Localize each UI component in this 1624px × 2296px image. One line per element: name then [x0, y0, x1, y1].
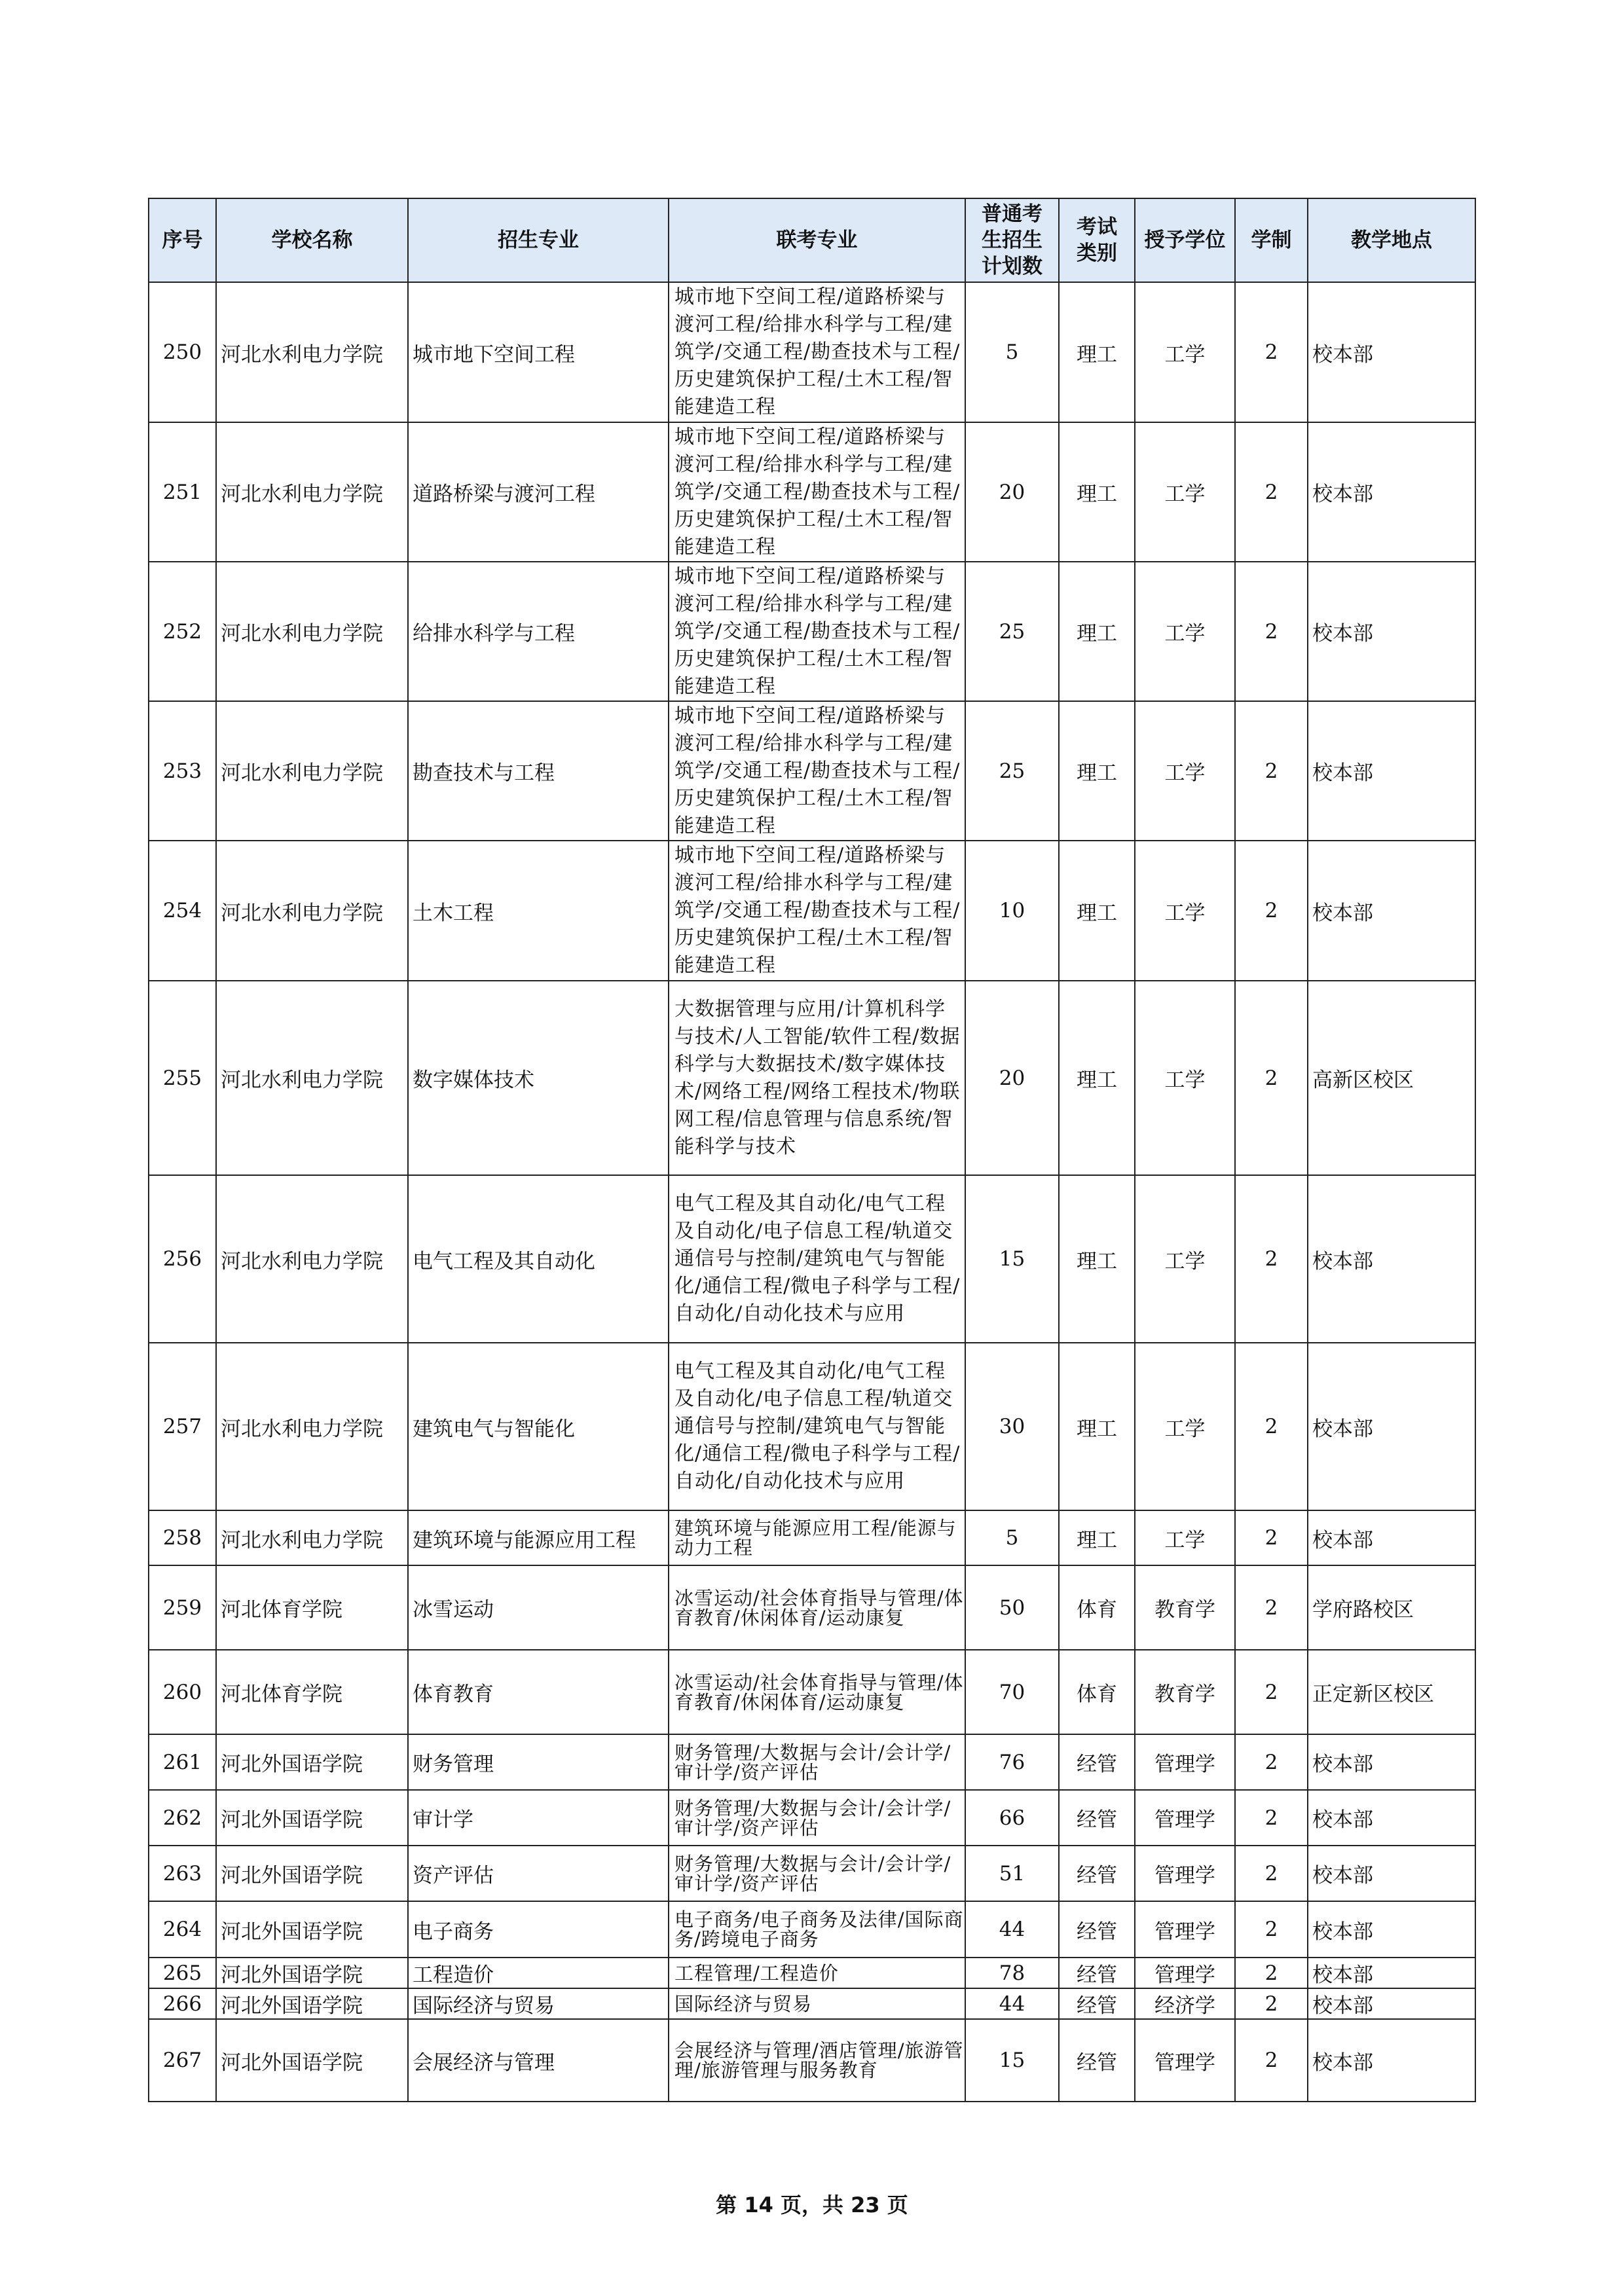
school-name-cell: 河北水利电力学院	[216, 422, 408, 562]
study-length-cell: 2	[1235, 1650, 1308, 1734]
major-name-cell: 给排水科学与工程	[408, 562, 669, 701]
exam-majors-cell: 会展经济与管理/酒店管理/旅游管理/旅游管理与服务教育	[669, 2019, 965, 2102]
header-row	[149, 198, 1475, 282]
row-number-cell: 256	[149, 1175, 216, 1343]
study-length-cell: 2	[1235, 1846, 1308, 1901]
header-plan-line3: 计划数	[982, 255, 1043, 278]
degree-cell: 管理学	[1135, 2019, 1235, 2102]
header-major: 招生专业	[408, 198, 669, 282]
header-place: 教学地点	[1308, 198, 1475, 282]
study-length-cell: 2	[1235, 282, 1308, 422]
exam-majors-cell: 冰雪运动/社会体育指导与管理/体育教育/休闲体育/运动康复	[669, 1565, 965, 1650]
school-name-cell: 河北水利电力学院	[216, 981, 408, 1175]
exam-category-cell: 理工	[1059, 422, 1135, 562]
exam-majors-cell: 城市地下空间工程/道路桥梁与渡河工程/给排水科学与工程/建筑学/交通工程/勘查技术与工程/历史建筑保护工程/土木工程/智能建造工程	[669, 701, 965, 841]
exam-category-cell: 理工	[1059, 701, 1135, 841]
row-number-cell: 250	[149, 282, 216, 422]
table-row	[149, 701, 1475, 841]
table-row	[149, 1510, 1475, 1565]
exam-majors-cell: 城市地下空间工程/道路桥梁与渡河工程/给排水科学与工程/建筑学/交通工程/勘查技术与工程/历史建筑保护工程/土木工程/智能建造工程	[669, 841, 965, 981]
study-length-cell: 2	[1235, 1958, 1308, 1988]
degree-cell: 管理学	[1135, 1734, 1235, 1790]
exam-majors-cell: 建筑环境与能源应用工程/能源与动力工程	[669, 1510, 965, 1565]
header-category-line2: 类别	[1077, 242, 1117, 265]
teaching-location-cell: 校本部	[1308, 1901, 1475, 1958]
header-length: 学制	[1235, 198, 1308, 282]
plan-count-cell: 25	[965, 701, 1059, 841]
degree-cell: 管理学	[1135, 1901, 1235, 1958]
plan-count-cell: 50	[965, 1565, 1059, 1650]
table-row	[149, 1958, 1475, 1988]
table-row	[149, 1988, 1475, 2019]
header-plan-line1: 普通考	[982, 202, 1043, 226]
exam-category-cell: 理工	[1059, 1343, 1135, 1510]
plan-count-cell: 44	[965, 1988, 1059, 2019]
exam-majors-cell: 电子商务/电子商务及法律/国际商务/跨境电子商务	[669, 1901, 965, 1958]
exam-majors-cell: 电气工程及其自动化/电气工程及自动化/电子信息工程/轨道交通信号与控制/建筑电气与智能化/通信工程/微电子科学与工程/自动化/自动化技术与应用	[669, 1175, 965, 1343]
teaching-location-cell: 校本部	[1308, 1846, 1475, 1901]
plan-count-cell: 5	[965, 1510, 1059, 1565]
degree-cell: 工学	[1135, 282, 1235, 422]
degree-cell: 工学	[1135, 1175, 1235, 1343]
major-name-cell: 建筑环境与能源应用工程	[408, 1510, 669, 1565]
table-row	[149, 841, 1475, 981]
table-row	[149, 1901, 1475, 1958]
row-number-cell: 265	[149, 1958, 216, 1988]
exam-category-cell: 理工	[1059, 1510, 1135, 1565]
school-name-cell: 河北外国语学院	[216, 1790, 408, 1846]
row-number-cell: 252	[149, 562, 216, 701]
exam-category-cell: 理工	[1059, 1175, 1135, 1343]
exam-category-cell: 经管	[1059, 1901, 1135, 1958]
table-row	[149, 422, 1475, 562]
exam-majors-cell: 工程管理/工程造价	[669, 1958, 965, 1988]
row-number-cell: 257	[149, 1343, 216, 1510]
table-row	[149, 981, 1475, 1175]
plan-count-cell: 78	[965, 1958, 1059, 1988]
row-number-cell: 258	[149, 1510, 216, 1565]
exam-category-cell: 经管	[1059, 1846, 1135, 1901]
row-number-cell: 251	[149, 422, 216, 562]
school-name-cell: 河北水利电力学院	[216, 1510, 408, 1565]
major-name-cell: 道路桥梁与渡河工程	[408, 422, 669, 562]
header-degree: 授予学位	[1135, 198, 1235, 282]
exam-majors-cell: 电气工程及其自动化/电气工程及自动化/电子信息工程/轨道交通信号与控制/建筑电气与智能化/通信工程/微电子科学与工程/自动化/自动化技术与应用	[669, 1343, 965, 1510]
study-length-cell: 2	[1235, 2019, 1308, 2102]
teaching-location-cell: 校本部	[1308, 562, 1475, 701]
major-name-cell: 工程造价	[408, 1958, 669, 1988]
school-name-cell: 河北水利电力学院	[216, 841, 408, 981]
degree-cell: 工学	[1135, 422, 1235, 562]
exam-majors-cell: 财务管理/大数据与会计/会计学/审计学/资产评估	[669, 1734, 965, 1790]
table-row	[149, 1175, 1475, 1343]
school-name-cell: 河北外国语学院	[216, 1734, 408, 1790]
row-number-cell: 260	[149, 1650, 216, 1734]
study-length-cell: 2	[1235, 1343, 1308, 1510]
teaching-location-cell: 高新区校区	[1308, 981, 1475, 1175]
exam-category-cell: 经管	[1059, 1988, 1135, 2019]
school-name-cell: 河北体育学院	[216, 1565, 408, 1650]
teaching-location-cell: 校本部	[1308, 701, 1475, 841]
study-length-cell: 2	[1235, 1175, 1308, 1343]
degree-cell: 管理学	[1135, 1958, 1235, 1988]
major-name-cell: 数字媒体技术	[408, 981, 669, 1175]
exam-majors-cell: 财务管理/大数据与会计/会计学/审计学/资产评估	[669, 1790, 965, 1846]
plan-count-cell: 5	[965, 282, 1059, 422]
school-name-cell: 河北水利电力学院	[216, 1175, 408, 1343]
teaching-location-cell: 校本部	[1308, 1734, 1475, 1790]
header-category-line1: 考试	[1077, 215, 1117, 239]
exam-majors-cell: 城市地下空间工程/道路桥梁与渡河工程/给排水科学与工程/建筑学/交通工程/勘查技术与工程/历史建筑保护工程/土木工程/智能建造工程	[669, 562, 965, 701]
teaching-location-cell: 校本部	[1308, 841, 1475, 981]
plan-count-cell: 10	[965, 841, 1059, 981]
enrollment-table	[148, 198, 1476, 2102]
school-name-cell: 河北外国语学院	[216, 2019, 408, 2102]
study-length-cell: 2	[1235, 562, 1308, 701]
study-length-cell: 2	[1235, 1988, 1308, 2019]
plan-count-cell: 20	[965, 422, 1059, 562]
exam-category-cell: 理工	[1059, 282, 1135, 422]
enrollment-table-container	[148, 198, 1475, 2102]
row-number-cell: 264	[149, 1901, 216, 1958]
study-length-cell: 2	[1235, 1790, 1308, 1846]
school-name-cell: 河北外国语学院	[216, 1988, 408, 2019]
exam-majors-cell: 城市地下空间工程/道路桥梁与渡河工程/给排水科学与工程/建筑学/交通工程/勘查技术与工程/历史建筑保护工程/土木工程/智能建造工程	[669, 282, 965, 422]
major-name-cell: 电子商务	[408, 1901, 669, 1958]
table-row	[149, 562, 1475, 701]
study-length-cell: 2	[1235, 1510, 1308, 1565]
major-name-cell: 冰雪运动	[408, 1565, 669, 1650]
plan-count-cell: 15	[965, 2019, 1059, 2102]
major-name-cell: 城市地下空间工程	[408, 282, 669, 422]
school-name-cell: 河北外国语学院	[216, 1846, 408, 1901]
plan-count-cell: 44	[965, 1901, 1059, 1958]
exam-category-cell: 理工	[1059, 841, 1135, 981]
school-name-cell: 河北水利电力学院	[216, 562, 408, 701]
plan-count-cell: 51	[965, 1846, 1059, 1901]
header-plan-line2: 生招生	[982, 228, 1043, 252]
degree-cell: 工学	[1135, 701, 1235, 841]
teaching-location-cell: 校本部	[1308, 1175, 1475, 1343]
exam-majors-cell: 大数据管理与应用/计算机科学与技术/人工智能/软件工程/数据科学与大数据技术/数字媒体技术/网络工程/网络工程技术/物联网工程/信息管理与信息系统/智能科学与技术	[669, 981, 965, 1175]
school-name-cell: 河北外国语学院	[216, 1958, 408, 1988]
study-length-cell: 2	[1235, 1734, 1308, 1790]
degree-cell: 工学	[1135, 841, 1235, 981]
header-exam: 联考专业	[669, 198, 965, 282]
exam-category-cell: 经管	[1059, 1734, 1135, 1790]
row-number-cell: 259	[149, 1565, 216, 1650]
exam-majors-cell: 城市地下空间工程/道路桥梁与渡河工程/给排水科学与工程/建筑学/交通工程/勘查技术与工程/历史建筑保护工程/土木工程/智能建造工程	[669, 422, 965, 562]
exam-majors-cell: 财务管理/大数据与会计/会计学/审计学/资产评估	[669, 1846, 965, 1901]
teaching-location-cell: 校本部	[1308, 2019, 1475, 2102]
school-name-cell: 河北外国语学院	[216, 1901, 408, 1958]
exam-category-cell: 体育	[1059, 1565, 1135, 1650]
teaching-location-cell: 校本部	[1308, 422, 1475, 562]
major-name-cell: 财务管理	[408, 1734, 669, 1790]
study-length-cell: 2	[1235, 981, 1308, 1175]
header-no: 序号	[149, 198, 216, 282]
major-name-cell: 勘查技术与工程	[408, 701, 669, 841]
exam-category-cell: 体育	[1059, 1650, 1135, 1734]
teaching-location-cell: 正定新区校区	[1308, 1650, 1475, 1734]
row-number-cell: 266	[149, 1988, 216, 2019]
exam-majors-cell: 冰雪运动/社会体育指导与管理/体育教育/休闲体育/运动康复	[669, 1650, 965, 1734]
row-number-cell: 261	[149, 1734, 216, 1790]
row-number-cell: 267	[149, 2019, 216, 2102]
school-name-cell: 河北水利电力学院	[216, 282, 408, 422]
major-name-cell: 国际经济与贸易	[408, 1988, 669, 2019]
plan-count-cell: 66	[965, 1790, 1059, 1846]
study-length-cell: 2	[1235, 1565, 1308, 1650]
exam-category-cell: 经管	[1059, 1790, 1135, 1846]
degree-cell: 管理学	[1135, 1790, 1235, 1846]
table-row	[149, 1565, 1475, 1650]
major-name-cell: 审计学	[408, 1790, 669, 1846]
table-row	[149, 282, 1475, 422]
table-row	[149, 2019, 1475, 2102]
teaching-location-cell: 校本部	[1308, 1958, 1475, 1988]
teaching-location-cell: 校本部	[1308, 1510, 1475, 1565]
exam-majors-cell: 国际经济与贸易	[669, 1988, 965, 2019]
row-number-cell: 253	[149, 701, 216, 841]
table-body	[149, 282, 1475, 2102]
row-number-cell: 262	[149, 1790, 216, 1846]
teaching-location-cell: 校本部	[1308, 1343, 1475, 1510]
major-name-cell: 电气工程及其自动化	[408, 1175, 669, 1343]
study-length-cell: 2	[1235, 701, 1308, 841]
study-length-cell: 2	[1235, 422, 1308, 562]
major-name-cell: 会展经济与管理	[408, 2019, 669, 2102]
plan-count-cell: 30	[965, 1343, 1059, 1510]
plan-count-cell: 25	[965, 562, 1059, 701]
degree-cell: 工学	[1135, 562, 1235, 701]
major-name-cell: 体育教育	[408, 1650, 669, 1734]
major-name-cell: 建筑电气与智能化	[408, 1343, 669, 1510]
study-length-cell: 2	[1235, 841, 1308, 981]
table-row	[149, 1846, 1475, 1901]
plan-count-cell: 76	[965, 1734, 1059, 1790]
header-category	[1059, 198, 1135, 282]
school-name-cell: 河北水利电力学院	[216, 701, 408, 841]
exam-category-cell: 理工	[1059, 562, 1135, 701]
table-row	[149, 1790, 1475, 1846]
table-row	[149, 1650, 1475, 1734]
page-footer: 第 14 页，共 23 页	[716, 2193, 908, 2217]
header-plan	[965, 198, 1059, 282]
school-name-cell: 河北体育学院	[216, 1650, 408, 1734]
header-school: 学校名称	[216, 198, 408, 282]
degree-cell: 管理学	[1135, 1846, 1235, 1901]
major-name-cell: 资产评估	[408, 1846, 669, 1901]
major-name-cell: 土木工程	[408, 841, 669, 981]
plan-count-cell: 70	[965, 1650, 1059, 1734]
row-number-cell: 263	[149, 1846, 216, 1901]
plan-count-cell: 15	[965, 1175, 1059, 1343]
table-row	[149, 1343, 1475, 1510]
row-number-cell: 254	[149, 841, 216, 981]
study-length-cell: 2	[1235, 1901, 1308, 1958]
degree-cell: 工学	[1135, 1510, 1235, 1565]
degree-cell: 经济学	[1135, 1988, 1235, 2019]
teaching-location-cell: 学府路校区	[1308, 1565, 1475, 1650]
degree-cell: 工学	[1135, 981, 1235, 1175]
plan-count-cell: 20	[965, 981, 1059, 1175]
degree-cell: 教育学	[1135, 1650, 1235, 1734]
exam-category-cell: 经管	[1059, 2019, 1135, 2102]
degree-cell: 工学	[1135, 1343, 1235, 1510]
table-row	[149, 1734, 1475, 1790]
row-number-cell: 255	[149, 981, 216, 1175]
teaching-location-cell: 校本部	[1308, 282, 1475, 422]
degree-cell: 教育学	[1135, 1565, 1235, 1650]
teaching-location-cell: 校本部	[1308, 1790, 1475, 1846]
school-name-cell: 河北水利电力学院	[216, 1343, 408, 1510]
exam-category-cell: 经管	[1059, 1958, 1135, 1988]
teaching-location-cell: 校本部	[1308, 1988, 1475, 2019]
exam-category-cell: 理工	[1059, 981, 1135, 1175]
